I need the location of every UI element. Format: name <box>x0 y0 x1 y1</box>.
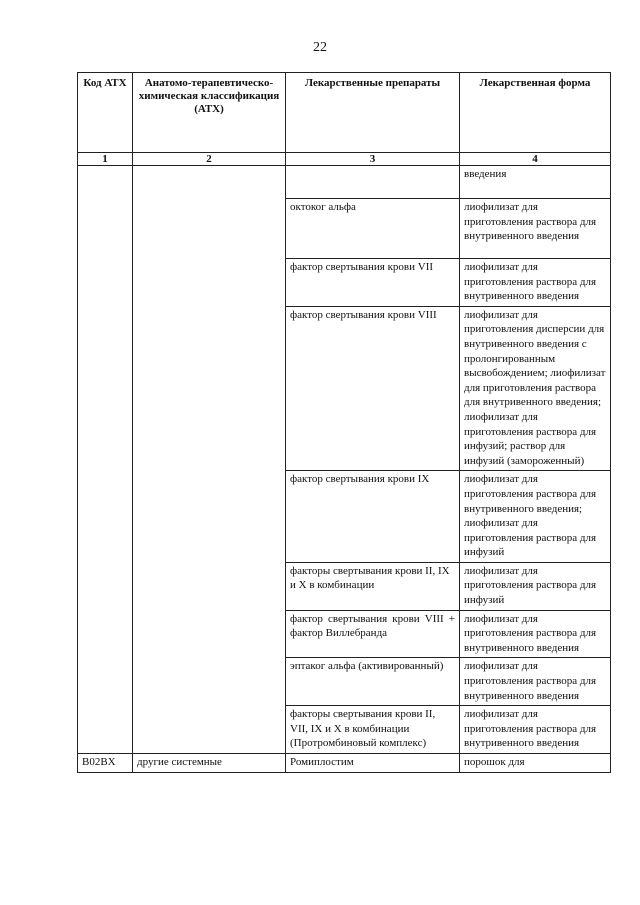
drug-table <box>77 72 611 773</box>
form-cell: лиофилизат для приготовления раствора для внутривенного введения <box>460 658 611 706</box>
column-number: 2 <box>133 153 286 166</box>
form-cell: лиофилизат для приготовления раствора для внутривенного введения <box>460 706 611 754</box>
form-cell: лиофилизат для приготовления раствора для внутривенного введения <box>460 199 611 259</box>
atc-code-cell <box>78 166 133 754</box>
table-header-row <box>78 73 611 153</box>
drug-cell: факторы свертывания крови II, VII, IX и X в комбинации (Протромбиновый комплекс) <box>286 706 460 754</box>
drug-cell <box>286 166 460 199</box>
header-atc-classification: Анатомо-терапевтическо-химическая классификация (АТХ) <box>133 73 286 153</box>
drug-cell: факторы свертывания крови II, IX и X в комбинации <box>286 562 460 610</box>
form-cell: лиофилизат для приготовления дисперсии для внутривенного введения с пролонгированным высвобождением; лиофилизат для приготовления раствора для внутривенного введения; лиофилизат для приготовления раствора для инфузий; раствор для инфузий (замороженный) <box>460 306 611 471</box>
table-row <box>78 754 611 773</box>
form-cell: введения <box>460 166 611 199</box>
page-number: 22 <box>313 40 327 55</box>
drug-cell: фактор свертывания крови VIII <box>286 306 460 471</box>
form-cell: лиофилизат для приготовления раствора для инфузий <box>460 562 611 610</box>
drug-cell: фактор свертывания крови IX <box>286 471 460 563</box>
table-row <box>78 166 611 199</box>
form-cell: порошок для <box>460 754 611 773</box>
form-cell: лиофилизат для приготовления раствора для внутривенного введения <box>460 259 611 307</box>
drug-cell: Ромиплостим <box>286 754 460 773</box>
atc-code-cell: B02BX <box>78 754 133 773</box>
form-cell: лиофилизат для приготовления раствора для внутривенного введения; лиофилизат для приготовления раствора для инфузий <box>460 471 611 563</box>
atc-class-cell <box>133 166 286 754</box>
header-atc-code: Код АТХ <box>78 73 133 153</box>
drug-cell: эптаког альфа (активированный) <box>286 658 460 706</box>
form-cell: лиофилизат для приготовления раствора для внутривенного введения <box>460 610 611 658</box>
column-number: 1 <box>78 153 133 166</box>
column-number: 4 <box>460 153 611 166</box>
column-number: 3 <box>286 153 460 166</box>
drug-cell: фактор свертывания крови VIII + фактор Виллебранда <box>286 610 460 658</box>
atc-class-cell: другие системные <box>133 754 286 773</box>
drug-cell: октоког альфа <box>286 199 460 259</box>
column-number-row <box>78 153 611 166</box>
header-drugs: Лекарственные препараты <box>286 73 460 153</box>
drug-cell: фактор свертывания крови VII <box>286 259 460 307</box>
header-dosage-form: Лекарственная форма <box>460 73 611 153</box>
